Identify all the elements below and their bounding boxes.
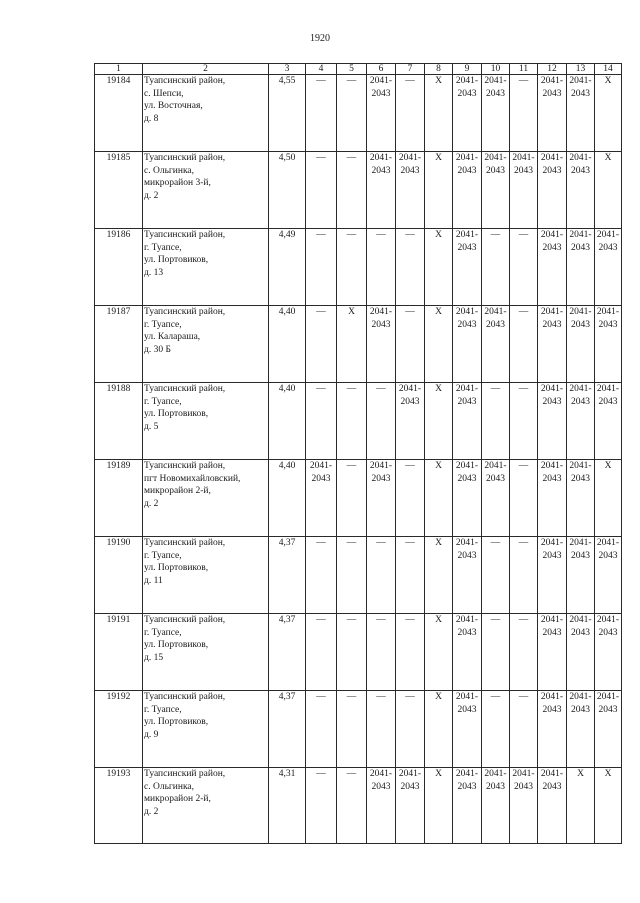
- address-cell: [143, 229, 269, 306]
- period-cell-col-8: X: [425, 75, 453, 152]
- column-number-1: 1: [95, 64, 143, 75]
- address-line: д. 2: [144, 190, 159, 201]
- record-number: 19189: [95, 460, 143, 537]
- address-line: ул. Восточная,: [144, 101, 203, 111]
- period-cell-col-10: —: [482, 383, 510, 460]
- address-line: г. Туапсе,: [144, 319, 182, 330]
- period-cell-col-12: 2041- 2043: [538, 229, 567, 306]
- period-cell-col-11: —: [510, 229, 538, 306]
- period-cell-col-9: 2041- 2043: [453, 75, 482, 152]
- period-cell-col-13: 2041- 2043: [567, 152, 595, 229]
- table-row: [95, 383, 622, 460]
- period-cell-col-4: —: [306, 537, 337, 614]
- address-line: г. Туапсе,: [144, 704, 182, 715]
- column-number-row: [95, 64, 622, 75]
- period-cell-col-13: 2041- 2043: [567, 460, 595, 537]
- period-cell-col-11: —: [510, 614, 538, 691]
- address-line: ул. Портовиков,: [144, 563, 209, 573]
- value-cell: 4,40: [269, 306, 306, 383]
- period-cell-col-10: —: [482, 691, 510, 768]
- period-cell-col-4: —: [306, 614, 337, 691]
- period-cell-col-12: 2041- 2043: [538, 537, 567, 614]
- period-cell-col-14: 2041- 2043: [595, 691, 622, 768]
- address-line: с. Ольгинка,: [144, 781, 195, 792]
- period-cell-col-14: X: [595, 152, 622, 229]
- column-number-14: 14: [595, 64, 622, 75]
- address-cell: [143, 768, 269, 844]
- period-cell-col-14: 2041- 2043: [595, 537, 622, 614]
- period-cell-col-7: —: [396, 691, 425, 768]
- period-cell-col-8: X: [425, 460, 453, 537]
- period-cell-col-12: 2041- 2043: [538, 306, 567, 383]
- record-number: 19187: [95, 306, 143, 383]
- period-cell-col-5: —: [337, 768, 367, 844]
- address-line: пгт Новомихайловский,: [144, 473, 241, 484]
- value-cell: 4,37: [269, 537, 306, 614]
- value-cell: 4,31: [269, 768, 306, 844]
- period-cell-col-11: —: [510, 383, 538, 460]
- column-number-13: 13: [567, 64, 595, 75]
- address-line: ул. Портовиков,: [144, 409, 209, 419]
- period-cell-col-7: —: [396, 537, 425, 614]
- period-cell-col-14: 2041- 2043: [595, 383, 622, 460]
- record-number: 19193: [95, 768, 143, 844]
- address-line: Туапсинский район,: [144, 230, 226, 240]
- period-cell-col-9: 2041- 2043: [453, 768, 482, 844]
- period-cell-col-7: —: [396, 229, 425, 306]
- period-cell-col-6: 2041- 2043: [367, 460, 396, 537]
- period-cell-col-13: 2041- 2043: [567, 229, 595, 306]
- period-cell-col-4: —: [306, 691, 337, 768]
- period-cell-col-12: 2041- 2043: [538, 152, 567, 229]
- period-cell-col-10: 2041- 2043: [482, 152, 510, 229]
- period-cell-col-10: 2041- 2043: [482, 460, 510, 537]
- period-cell-col-11: —: [510, 460, 538, 537]
- period-cell-col-9: 2041- 2043: [453, 152, 482, 229]
- period-cell-col-13: 2041- 2043: [567, 75, 595, 152]
- period-cell-col-6: —: [367, 614, 396, 691]
- address-line: с. Ольгинка,: [144, 165, 195, 176]
- period-cell-col-6: 2041- 2043: [367, 768, 396, 844]
- address-line: с. Шепси,: [144, 88, 184, 99]
- period-cell-col-4: —: [306, 768, 337, 844]
- period-cell-col-8: X: [425, 768, 453, 844]
- period-cell-col-9: 2041- 2043: [453, 383, 482, 460]
- period-cell-col-8: X: [425, 229, 453, 306]
- period-cell-col-14: 2041- 2043: [595, 229, 622, 306]
- period-cell-col-8: X: [425, 383, 453, 460]
- address-cell: [143, 691, 269, 768]
- period-cell-col-13: 2041- 2043: [567, 691, 595, 768]
- value-cell: 4,50: [269, 152, 306, 229]
- period-cell-col-4: —: [306, 152, 337, 229]
- period-cell-col-5: X: [337, 306, 367, 383]
- column-number-5: 5: [337, 64, 367, 75]
- value-cell: 4,40: [269, 383, 306, 460]
- period-cell-col-8: X: [425, 691, 453, 768]
- period-cell-col-6: —: [367, 383, 396, 460]
- column-number-7: 7: [396, 64, 425, 75]
- period-cell-col-14: X: [595, 460, 622, 537]
- table-row: [95, 768, 622, 844]
- address-line: микрорайон 2-й,: [144, 794, 211, 804]
- address-line: микрорайон 3-й,: [144, 178, 211, 188]
- address-line: Туапсинский район,: [144, 769, 226, 779]
- address-line: г. Туапсе,: [144, 396, 182, 407]
- record-number: 19191: [95, 614, 143, 691]
- address-cell: [143, 460, 269, 537]
- period-cell-col-6: 2041- 2043: [367, 152, 396, 229]
- period-cell-col-4: —: [306, 306, 337, 383]
- table-row: [95, 152, 622, 229]
- period-cell-col-8: X: [425, 614, 453, 691]
- period-cell-col-10: 2041- 2043: [482, 75, 510, 152]
- column-number-9: 9: [453, 64, 482, 75]
- period-cell-col-5: —: [337, 229, 367, 306]
- period-cell-col-6: —: [367, 537, 396, 614]
- period-cell-col-10: —: [482, 537, 510, 614]
- period-cell-col-10: 2041- 2043: [482, 306, 510, 383]
- period-cell-col-13: X: [567, 768, 595, 844]
- table-row: [95, 460, 622, 537]
- value-cell: 4,37: [269, 691, 306, 768]
- address-cell: [143, 152, 269, 229]
- address-line: Туапсинский район,: [144, 307, 226, 317]
- period-cell-col-13: 2041- 2043: [567, 306, 595, 383]
- address-line: д. 13: [144, 267, 164, 278]
- period-cell-col-13: 2041- 2043: [567, 537, 595, 614]
- record-number: 19188: [95, 383, 143, 460]
- period-cell-col-12: 2041- 2043: [538, 691, 567, 768]
- column-number-11: 11: [510, 64, 538, 75]
- address-line: Туапсинский район,: [144, 615, 226, 625]
- period-cell-col-11: —: [510, 306, 538, 383]
- address-line: Туапсинский район,: [144, 384, 226, 394]
- address-line: ул. Портовиков,: [144, 640, 209, 650]
- period-cell-col-5: —: [337, 152, 367, 229]
- column-number-2: 2: [143, 64, 269, 75]
- column-number-10: 10: [482, 64, 510, 75]
- address-line: д. 9: [144, 729, 159, 740]
- address-cell: [143, 537, 269, 614]
- address-line: д. 11: [144, 575, 163, 586]
- period-cell-col-12: 2041- 2043: [538, 460, 567, 537]
- period-cell-col-5: —: [337, 383, 367, 460]
- period-cell-col-4: 2041- 2043: [306, 460, 337, 537]
- address-line: г. Туапсе,: [144, 242, 182, 253]
- period-cell-col-7: —: [396, 75, 425, 152]
- value-cell: 4,40: [269, 460, 306, 537]
- record-number: 19186: [95, 229, 143, 306]
- period-cell-col-6: —: [367, 691, 396, 768]
- period-cell-col-7: 2041- 2043: [396, 152, 425, 229]
- address-line: ул. Портовиков,: [144, 717, 209, 727]
- period-cell-col-13: 2041- 2043: [567, 614, 595, 691]
- period-cell-col-14: 2041- 2043: [595, 614, 622, 691]
- period-cell-col-8: X: [425, 152, 453, 229]
- column-number-12: 12: [538, 64, 567, 75]
- period-cell-col-12: 2041- 2043: [538, 383, 567, 460]
- period-cell-col-10: —: [482, 229, 510, 306]
- address-line: ул. Портовиков,: [144, 255, 209, 265]
- address-line: д. 5: [144, 421, 159, 432]
- table-row: [95, 229, 622, 306]
- period-cell-col-9: 2041- 2043: [453, 614, 482, 691]
- record-number: 19184: [95, 75, 143, 152]
- address-line: ул. Калараша,: [144, 332, 201, 342]
- address-line: Туапсинский район,: [144, 692, 226, 702]
- address-line: д. 30 Б: [144, 344, 171, 355]
- period-cell-col-13: 2041- 2043: [567, 383, 595, 460]
- period-cell-col-11: —: [510, 537, 538, 614]
- period-cell-col-6: 2041- 2043: [367, 306, 396, 383]
- column-number-8: 8: [425, 64, 453, 75]
- value-cell: 4,55: [269, 75, 306, 152]
- period-cell-col-5: —: [337, 614, 367, 691]
- address-cell: [143, 306, 269, 383]
- address-cell: [143, 75, 269, 152]
- period-cell-col-7: 2041- 2043: [396, 768, 425, 844]
- table-row: [95, 691, 622, 768]
- address-line: Туапсинский район,: [144, 153, 226, 163]
- period-cell-col-9: 2041- 2043: [453, 460, 482, 537]
- period-cell-col-14: X: [595, 768, 622, 844]
- table-row: [95, 614, 622, 691]
- period-cell-col-11: 2041- 2043: [510, 152, 538, 229]
- period-cell-col-7: —: [396, 614, 425, 691]
- address-line: д. 8: [144, 113, 159, 124]
- address-line: Туапсинский район,: [144, 538, 226, 548]
- register-table: [94, 63, 622, 844]
- period-cell-col-10: 2041- 2043: [482, 768, 510, 844]
- address-line: д. 2: [144, 806, 159, 817]
- record-number: 19190: [95, 537, 143, 614]
- address-line: г. Туапсе,: [144, 550, 182, 561]
- period-cell-col-7: —: [396, 460, 425, 537]
- period-cell-col-7: 2041- 2043: [396, 383, 425, 460]
- period-cell-col-8: X: [425, 306, 453, 383]
- address-line: Туапсинский район,: [144, 461, 226, 471]
- table-row: [95, 537, 622, 614]
- period-cell-col-4: —: [306, 75, 337, 152]
- period-cell-col-11: —: [510, 75, 538, 152]
- address-line: д. 15: [144, 652, 164, 663]
- period-cell-col-5: —: [337, 460, 367, 537]
- period-cell-col-8: X: [425, 537, 453, 614]
- period-cell-col-4: —: [306, 229, 337, 306]
- page-number: 1920: [310, 33, 330, 44]
- period-cell-col-11: —: [510, 691, 538, 768]
- period-cell-col-9: 2041- 2043: [453, 229, 482, 306]
- value-cell: 4,49: [269, 229, 306, 306]
- period-cell-col-12: 2041- 2043: [538, 75, 567, 152]
- period-cell-col-14: X: [595, 75, 622, 152]
- period-cell-col-9: 2041- 2043: [453, 537, 482, 614]
- address-line: Туапсинский район,: [144, 76, 226, 86]
- period-cell-col-5: —: [337, 691, 367, 768]
- address-line: г. Туапсе,: [144, 627, 182, 638]
- value-cell: 4,37: [269, 614, 306, 691]
- period-cell-col-12: 2041- 2043: [538, 768, 567, 844]
- period-cell-col-9: 2041- 2043: [453, 691, 482, 768]
- period-cell-col-5: —: [337, 75, 367, 152]
- period-cell-col-9: 2041- 2043: [453, 306, 482, 383]
- address-line: д. 2: [144, 498, 159, 509]
- record-number: 19185: [95, 152, 143, 229]
- period-cell-col-10: —: [482, 614, 510, 691]
- table-row: [95, 306, 622, 383]
- period-cell-col-12: 2041- 2043: [538, 614, 567, 691]
- period-cell-col-14: 2041- 2043: [595, 306, 622, 383]
- column-number-3: 3: [269, 64, 306, 75]
- address-cell: [143, 383, 269, 460]
- record-number: 19192: [95, 691, 143, 768]
- period-cell-col-6: 2041- 2043: [367, 75, 396, 152]
- period-cell-col-5: —: [337, 537, 367, 614]
- period-cell-col-11: 2041- 2043: [510, 768, 538, 844]
- column-number-4: 4: [306, 64, 337, 75]
- period-cell-col-4: —: [306, 383, 337, 460]
- table-row: [95, 75, 622, 152]
- period-cell-col-7: —: [396, 306, 425, 383]
- address-cell: [143, 614, 269, 691]
- period-cell-col-6: —: [367, 229, 396, 306]
- address-line: микрорайон 2-й,: [144, 486, 211, 496]
- column-number-6: 6: [367, 64, 396, 75]
